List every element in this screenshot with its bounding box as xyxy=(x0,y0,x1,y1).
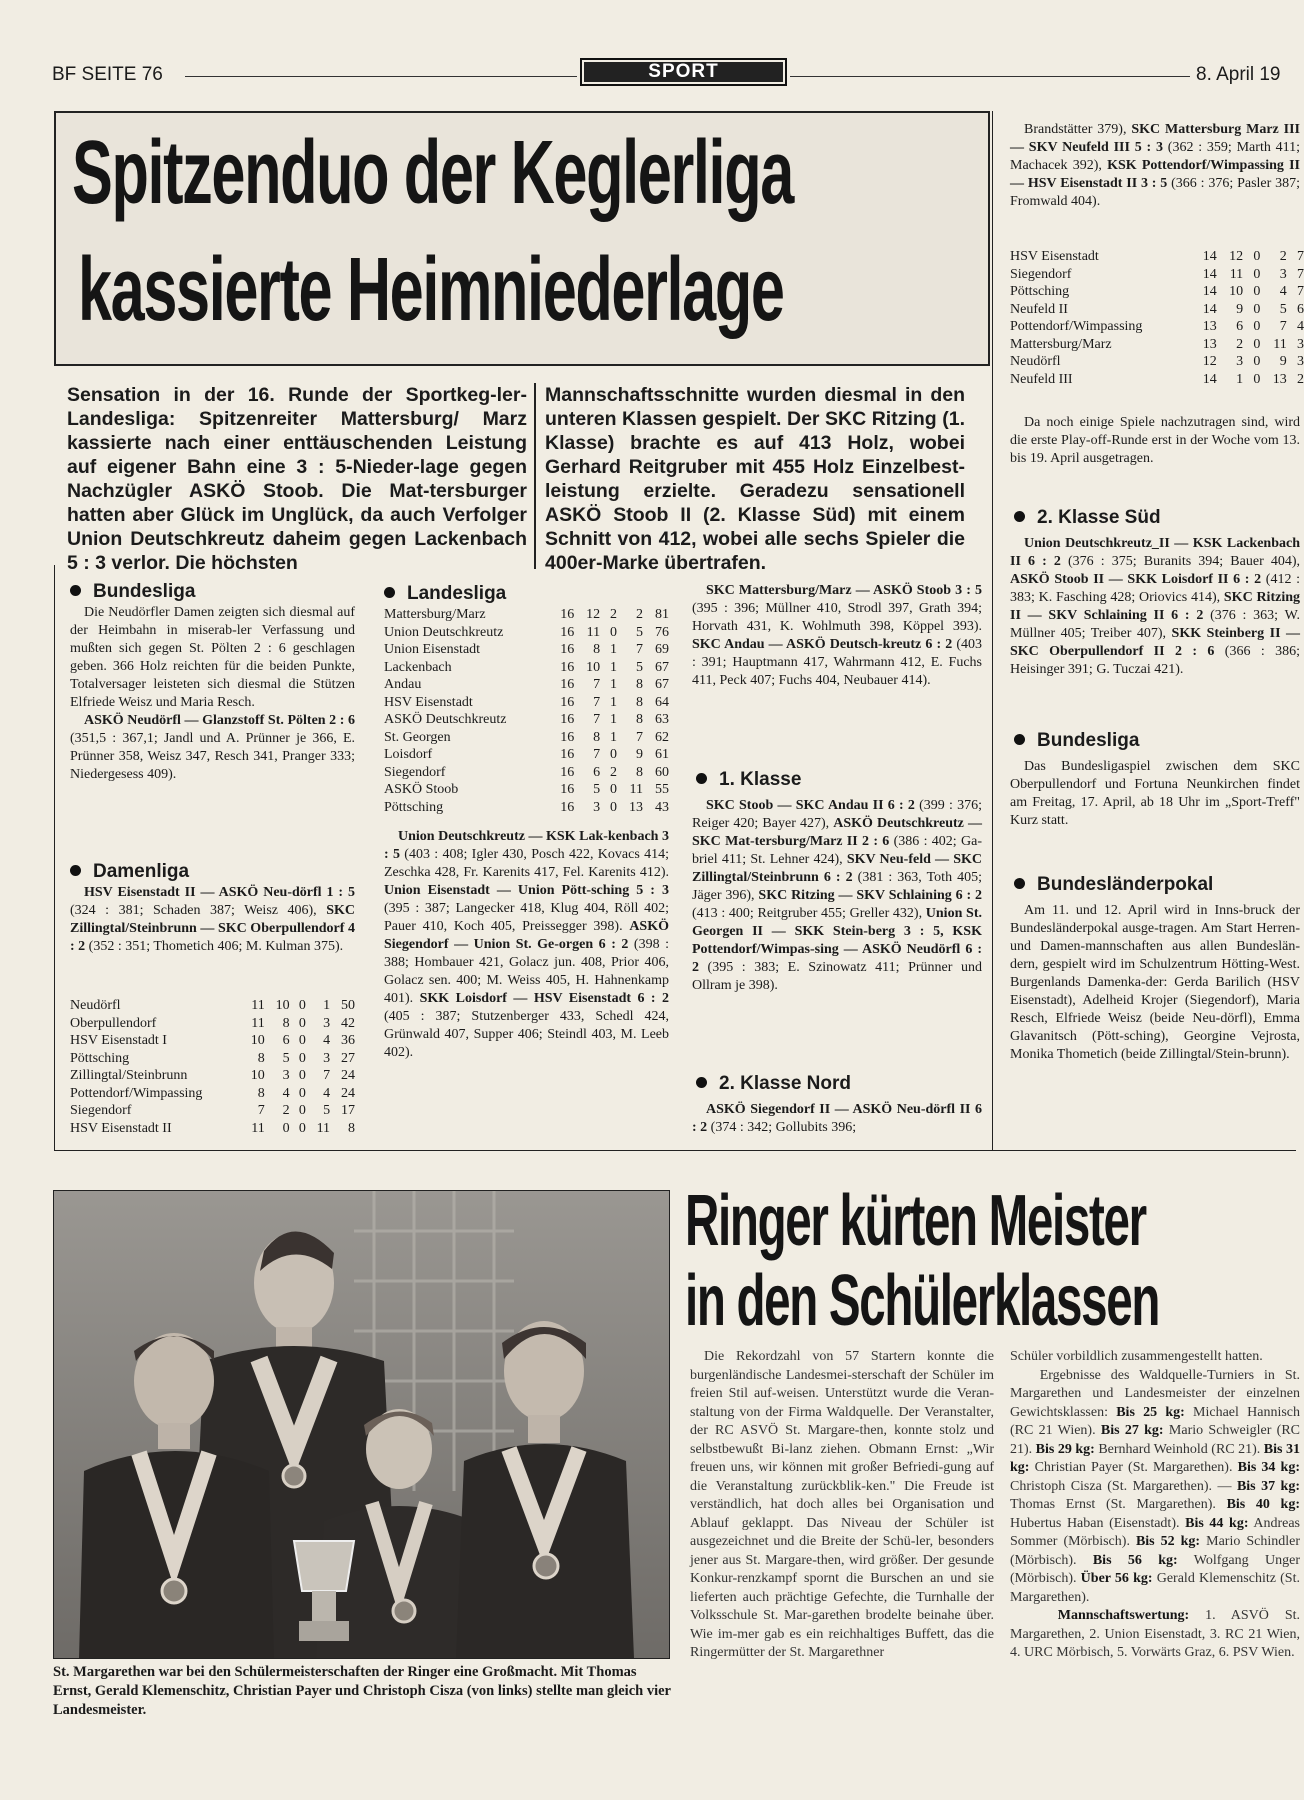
table-row: Union Eisenstadt 16 8 1 7 69 xyxy=(384,642,669,657)
lead-col-2: Mannschaftsschnitte wurden diesmal in den unteren Klassen gespielt. Der SKC Ritzing (1. Klasse) brachte es auf 413 Holz, wobei Gerhard Reitgruber mit 455 Holz Einzelbest-leistung erzielte. Geradezu sensationell ASKÖ Stoob II (2. Klasse Süd) mit einem Schnitt von 412, wobei alle sechs Spieler die 400er-Marke übertrafen. xyxy=(545,384,965,574)
table-row: Mattersburg/Marz 13 2 0 11 3 xyxy=(1010,336,1304,352)
column-4-clip xyxy=(1000,115,1304,1155)
table-row: Siegendorf 7 2 0 5 17 xyxy=(70,1103,355,1118)
ringer-headline-line-1: Ringer kürten Meister xyxy=(685,1181,1146,1261)
ringer-headline-clip xyxy=(685,1181,1296,1341)
article-left-rule xyxy=(54,565,55,1151)
headline-line-1: Spitzenduo der Keglerliga xyxy=(72,123,793,223)
damenliga-table xyxy=(70,997,355,1137)
bullet-icon xyxy=(696,1077,707,1088)
article-bottom-rule xyxy=(54,1150,1296,1151)
ringer-text-col-2-clip xyxy=(1010,1348,1301,1788)
bundesliga-text: Die Neudörfler Damen zeigten sich diesmal auf der Heimbahn in miserab-ler Verfassung und mußten sich gegen St. Pölten 2 : 6 geschlagen geben. 366 Holz reichten für die beiden Punkte, Totalversager leisteten sich diesmal die Stützen Elfriede Weisz und Maria Resch. ASKÖ Neudörfl — Glanzstoff St. Pölten 2 : 6 (351,5 : 367,1; Jandl und A. Prünner je 366, E. Prünner 358, Weisz 347, Resch 341, Pranger 333; Niedergesess 409). xyxy=(70,605,355,782)
table-row: Oberpullendorf 11 8 0 3 42 xyxy=(70,1015,355,1031)
table-row: Andau 16 7 1 8 67 xyxy=(384,677,669,692)
issue-date: 8. April 19 xyxy=(1196,64,1281,85)
table-row: Neudörfl 12 3 0 9 3 xyxy=(1010,354,1304,369)
bullet-icon xyxy=(70,585,81,596)
table-row: Pöttsching 16 3 0 13 43 xyxy=(384,799,669,815)
ringer-text-col-1: Die Rekordzahl von 57 Startern konnte die burgenländische Landesmei-sterschaft der Schüler im freien Stil auf-weisen. Unterstützt wurde die Veran-staltung von der Firma Waldquelle. Der Veranstalter, der RC ASVÖ St. Margare-then, konnte stolz und selbstbewußt Bi-lanz ziehen. Obmann Ernst: „Wir freuen uns, wir können mit großer Befriedi-gung auf die Veranstaltung zurückblik-ken." Die Freude ist verständlich, hat doch alles bei Organisation und Ablauf geklappt. Das Niveau der Schüler ist ausgezeichnet und die Breite der Schü-ler, besonders jener aus St. Margare-then, wird größer. Der gesunde Konkur-renzkampf spornt die Burschen an und sie lieferten auch prächtige Gefechte, die Turnhalle der Volksschule St. Mar-garethen brodelte beinahe über. Wie im-mer gab es ein reichhaltiges Buffett, das die Ringermütter der St. Margarethner xyxy=(690,1349,994,1660)
header-rule-left xyxy=(185,76,577,77)
table-row: ASKÖ Deutschkreutz 16 7 1 8 63 xyxy=(384,712,669,727)
nord-results: ASKÖ Siegendorf II — ASKÖ Neu-dörfl II 6 : 2 (374 : 342; Gollubits 396; xyxy=(692,1102,982,1135)
table-row: HSV Eisenstadt 16 7 1 8 64 xyxy=(384,694,669,710)
section-label xyxy=(580,58,787,86)
table-row: Pöttsching 8 5 0 3 27 xyxy=(70,1050,355,1066)
landesliga-results-cont: SKC Mattersburg/Marz — ASKÖ Stoob 3 : 5 (395 : 396; Müllner 410, Strodl 397, Grath 394; Horvath 431, K. Wohlmuth 398, Köppel 393). SKC Andau — ASKÖ Deutsch-kreutz 6 : 2 (403 : 391; Hauptmann 417, Wahrmann 412, E. Fuchs 411, Peck 407; Fuchs 404, Neubauer 414). xyxy=(692,583,982,688)
table-row: ASKÖ Stoob 16 5 0 11 55 xyxy=(384,782,669,797)
bullet-icon xyxy=(1014,878,1025,889)
headline-line-2: kassierte Heimniederlage xyxy=(78,240,784,340)
bullet-icon xyxy=(696,773,707,784)
bullet-icon xyxy=(70,865,81,876)
table-row: Siegendorf 16 6 2 8 60 xyxy=(384,764,669,780)
lead-col-1: Sensation in der 16. Runde der Sportkeg-ler-Landesliga: Spitzenreiter Mattersburg/ Marz kassierte nach einer enttäuschenden Leistung auf eigener Bahn eine 3 : 5-Nieder-lage gegen Nachzügler ASKÖ Stoob. Die Mat-tersburger hatten aber Glück im Unglück, da auch Verfolger Union Deutschkreutz daheim gegen Lackenbach 5 : 3 verlor. Die höchsten xyxy=(67,384,527,574)
nord-results-cont: Brandstätter 379), SKC Mattersburg Marz III — SKV Neufeld III 5 : 3 (362 : 359; Marth 411; Machacek 392), KSK Pottendorf/Wimpassing II — HSV Eisenstadt II 3 : 5 (366 : 376; Pasler 387; Fromwald 404). xyxy=(1010,122,1301,209)
table-row: Lackenbach 16 10 1 5 67 xyxy=(384,659,669,675)
wrestlers-photo xyxy=(53,1190,670,1659)
table-row: Neudörfl 11 10 0 1 50 xyxy=(70,998,355,1013)
bullet-icon xyxy=(384,587,395,598)
table-row: HSV Eisenstadt 14 12 0 2 7 xyxy=(1010,249,1304,264)
table-row: Loisdorf 16 7 0 9 61 xyxy=(384,747,669,762)
header-rule-right xyxy=(790,76,1190,77)
table-row: Neufeld II 14 9 0 5 6 xyxy=(1010,301,1304,317)
table-row: Neufeld III 14 1 0 13 2 xyxy=(1010,371,1304,387)
table-row: Pöttsching 14 10 0 4 7 xyxy=(1010,284,1304,299)
table-row: Siegendorf 14 11 0 3 7 xyxy=(1010,266,1304,282)
section-label-text: SPORT xyxy=(584,62,783,82)
nord-table xyxy=(1010,248,1304,388)
playoff-note: Da noch einige Spiele nachzutragen sind, wird die erste Play-off-Runde erst in der Woche vom 13. bis 19. April ausgetragen. xyxy=(1010,415,1300,466)
bullet-icon xyxy=(1014,734,1025,745)
landesliga-table xyxy=(384,606,669,816)
column-divider-right xyxy=(992,111,993,1151)
landesliga-results: Union Deutschkreutz — KSK Lak-kenbach 3 : 5 (403 : 408; Igler 430, Posch 422, Kovacs 414; Zeschka 428, Fr. Karenits 417, Fel. Karenits 412). Union Eisenstadt — Union Pött-sching 5 : 3 (395 : 387; Langecker 418, Klug 404, Röll 402; Pauer 410, Koch 405, Preissegger 398). ASKÖ Siegendorf — Union St. Ge-orgen 6 : 2 (398 : 388; Hombauer 421, Golacz jun. 408, Prior 406, Golacz sen. 400; M. Weiss 405, H. Hahnenkamp 401). SKK Loisdorf — HSV Eisenstadt 6 : 2 (405 : 387; Stutzenberger 433, Schedl 424, Grünwald 407, Supper 406; Steindl 403, M. Leeb 402). xyxy=(384,829,669,1060)
bundeslaenderpokal-text: Am 11. und 12. April wird in Inns-bruck der Bundesländerpokal ausge-tragen. Am Start Herren- und Damen-mannschaften aus allen Bundeslän-dern, gespielt wird im Schulzentrum Hötting-West. Burgenlands Damenka-der: Gerda Barilich (HSV Eisenstadt), Adelheid Krojer (Siegendorf), Maria Resch, Elfriede Weisz (beide Neu-dörfl), Emma Glavanitsch (Pött-sching), Georgine Vejrosta, Monika Thometich (beide Zillingtal/Stein-brunn). xyxy=(1010,903,1300,1062)
table-row: HSV Eisenstadt I 10 6 0 4 36 xyxy=(70,1033,355,1048)
heading-landesliga: Landesliga xyxy=(384,582,506,606)
heading-damenliga: Damenliga xyxy=(70,860,189,884)
wrestlers-photo-image xyxy=(54,1191,669,1658)
table-row: Pottendorf/Wimpassing 8 4 0 4 24 xyxy=(70,1085,355,1101)
heading-bundeslaenderpokal: Bundesländerpokal xyxy=(1014,873,1213,897)
table-row: Mattersburg/Marz 16 12 2 2 81 xyxy=(384,607,669,622)
table-row: Union Deutschkreutz 16 11 0 5 76 xyxy=(384,624,669,640)
damenliga-text: HSV Eisenstadt II — ASKÖ Neu-dörfl 1 : 5 (324 : 381; Schaden 387; Weisz 406), SKC Zillingtal/Steinbrunn — SKC Oberpullendorf 4 : 2 (352 : 351; Thometich 406; M. Kulman 375). xyxy=(70,885,355,954)
heading-bundesliga-2: Bundesliga xyxy=(1014,729,1139,753)
heading-bundesliga: Bundesliga xyxy=(70,580,195,604)
sued-results: Union Deutschkreutz_II — KSK Lackenbach II 6 : 2 (376 : 375; Buranits 394; Bauer 404), ASKÖ Stoob II — SKK Loisdorf II 6 : 2 (412 : 383; K. Fasching 428; Oriovics 414), SKC Ritzing II — SKV Schlaining II 6 : 2 (376 : 363; W. Müllner 405; Treiber 407), SKK Steinberg II — SKC Oberpullendorf II 2 : 6 (366 : 386; Heisinger 391; G. Tuczai 421). xyxy=(1010,536,1301,677)
heading-2-klasse-sued: 2. Klasse Süd xyxy=(1014,506,1161,530)
photo-caption: St. Margarethen war bei den Schülermeisterschaften der Ringer eine Großmacht. Mit Thomas Ernst, Gerald Klemenschitz, Christian Payer und Christoph Cisza (von links) stellte man gleich vier Landesmeister. xyxy=(53,1664,671,1718)
table-row: St. Georgen 16 8 1 7 62 xyxy=(384,729,669,745)
table-row: HSV Eisenstadt II 11 0 0 11 8 xyxy=(70,1120,355,1136)
bullet-icon xyxy=(1014,511,1025,522)
table-row: Zillingtal/Steinbrunn 10 3 0 7 24 xyxy=(70,1068,355,1083)
ringer-text-col-2: Schüler vorbildlich zusammengestellt hatten. Ergebnisse des Waldquelle-Turniers in St. Margarethen und Landesmeister der einzelnen Gewichtsklassen: Bis 25 kg: Michael Hannisch (RC 21 Wien). Bis 27 kg: Mario Schweigler (RC 21). Bis 29 kg: Bernhard Weinhold (RC 21). Bis 31 kg: Christian Payer (St. Margarethen). Bis 34 kg: Christoph Cisza (St. Margarethen). — Bis 37 kg: Thomas Ernst (St. Margarethen). Bis 40 kg: Hubertus Haban (Eisenstadt). Bis 44 kg: Andreas Sommer (Mörbisch). Bis 52 kg: Mario Schindler (Mörbisch). Bis 56 kg: Wolfgang Unger (Mörbisch). Über 56 kg: Gerald Klemenschitz (St. Margarethen). Mannschaftswertung: 1. ASVÖ St. Margarethen, 2. Union Eisenstadt, 3. RC 21 Wien, 4. URC Mörbisch, 5. Vorwärts Graz, 6. PSV Wien. xyxy=(1010,1349,1301,1660)
klasse1-results: SKC Stoob — SKC Andau II 6 : 2 (399 : 376; Reiger 420; Bayer 427), ASKÖ Deutschkreutz — SKC Mat-tersburg/Marz II 2 : 6 (386 : 402; Ga-briel 411; St. Lehner 424), SKV Neu-feld — SKC Zillingtal/Steinbrunn 6 : 2 (381 : 363, Toth 405; Jäger 396), SKC Ritzing — SKV Schlaining 6 : 2 (413 : 400; Reitgruber 455; Greller 432), Union St. Georgen II — SKK Stein-berg 3 : 5, KSK Pottendorf/Wimpas-sing — ASKÖ Neudörfl 6 : 2 (395 : 383; E. Szinowatz 411; Prünner und Ollram je 398). xyxy=(692,798,983,993)
heading-1-klasse: 1. Klasse xyxy=(696,768,801,792)
table-row: Pottendorf/Wimpassing 13 6 0 7 4 xyxy=(1010,319,1304,334)
bundesliga-note: Das Bundesligaspiel zwischen dem SKC Oberpullendorf und Fortuna Neunkirchen findet am Freitag, 17. April, ab 18 Uhr im „Sport-Treff" Kurz statt. xyxy=(1010,759,1300,828)
heading-2-klasse-nord: 2. Klasse Nord xyxy=(696,1072,851,1096)
ringer-headline-line-2: in den Schülerklassen xyxy=(685,1261,1160,1341)
lead-divider xyxy=(534,383,536,569)
page-number: BF SEITE 76 xyxy=(52,64,163,85)
